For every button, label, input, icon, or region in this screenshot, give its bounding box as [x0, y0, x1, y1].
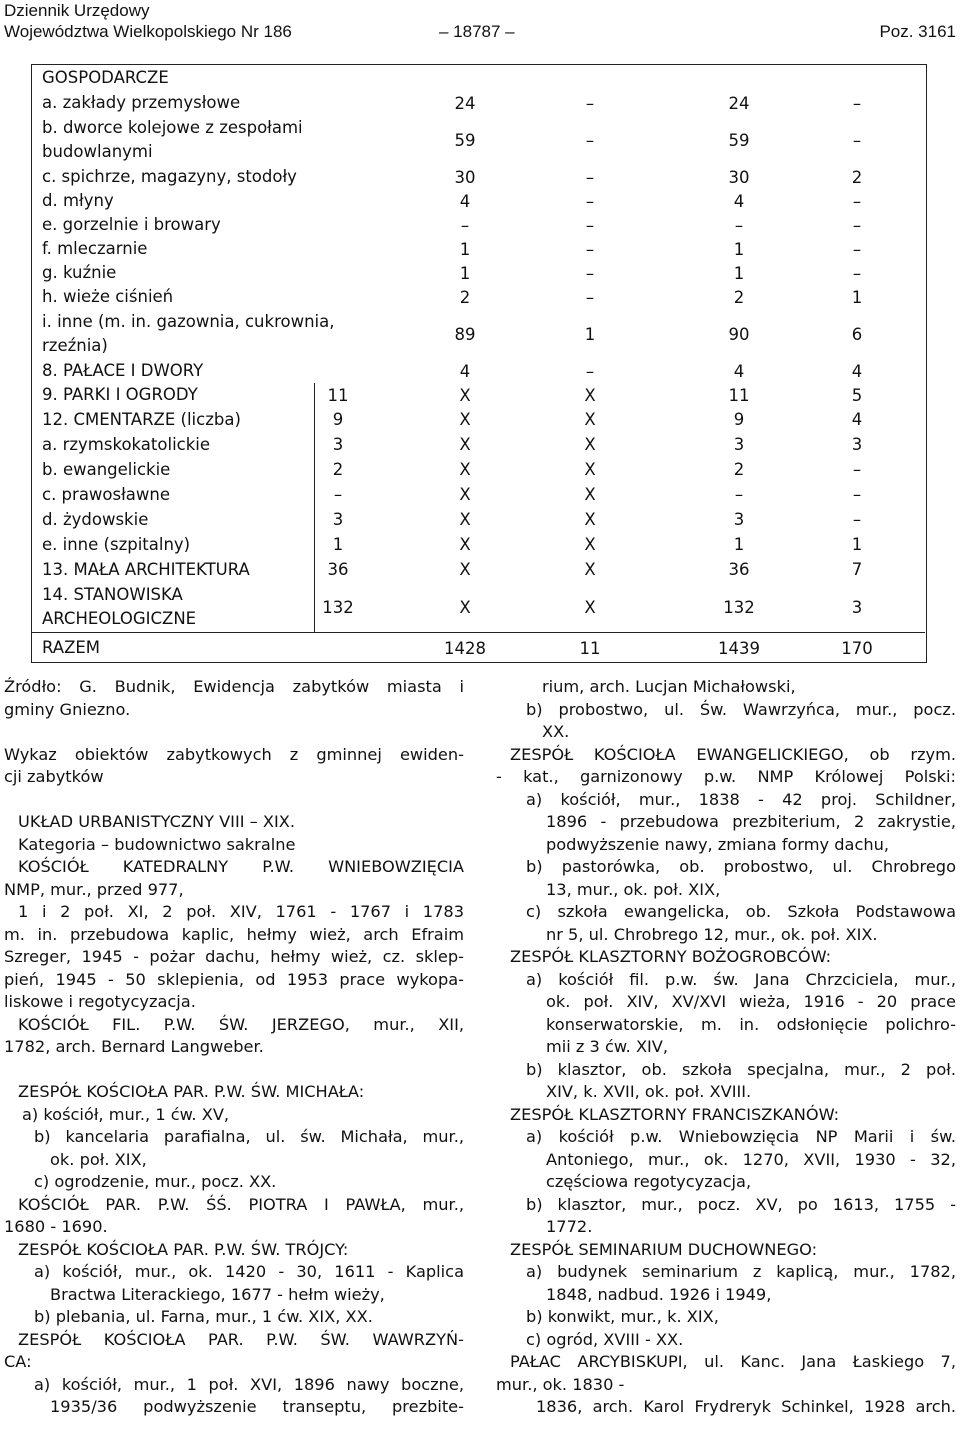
row-label-text: 9. PARKI I OGRODY: [42, 385, 198, 404]
cell-c5: –: [852, 93, 862, 113]
text-line: ZESPÓŁ KOŚCIOŁA PAR. P.W. ŚW. MICHAŁA:: [18, 1082, 365, 1101]
row-label-text: g. kuźnie: [42, 263, 117, 282]
text-line: 1836, arch. Karol Frydreryk Schinkel, 1928 arch.: [536, 1397, 956, 1416]
cell-c3: X: [584, 485, 596, 504]
text-line: KOŚCIÓŁ KATEDRALNY P.W. WNIEBOWZIĘCIA: [18, 857, 464, 876]
cell-c1: [283, 165, 393, 189]
cell-c2: X: [459, 385, 471, 405]
cell-c3: –: [585, 130, 595, 150]
text-line: Kategoria – budownictwo sakralne: [18, 834, 296, 854]
cell-c4: 90: [728, 324, 750, 344]
cell-c4: [684, 65, 794, 91]
cell-c2: 30: [454, 167, 476, 187]
cell-c3: X: [584, 535, 596, 554]
cell-c5: 170: [841, 638, 873, 658]
cell-c2: 4: [459, 191, 471, 211]
cell-c5: 6: [851, 324, 863, 344]
text-line: częściowa regotycyzacja,: [546, 1172, 752, 1191]
cell-c2: 1: [459, 263, 471, 283]
row-label: [42, 237, 147, 261]
row-label: [42, 359, 203, 383]
cell-c4: 3: [733, 435, 745, 454]
journal-subtitle: Województwa Wielkopolskiego Nr 186: [4, 22, 292, 41]
right-text-column: [496, 676, 956, 1419]
table-row: [32, 91, 925, 115]
cell-c1: 36: [327, 560, 349, 579]
cell-c4: –: [734, 215, 744, 235]
cell-c3: –: [585, 239, 595, 259]
text-line: a) kościół fil. p.w. św. Jana Chrzciciela, mur.,: [526, 969, 956, 989]
text-line: 1896 - przebudowa prezbiterium, 2 zakrystie,: [546, 812, 956, 831]
row-label: [42, 91, 240, 115]
cell-c4: 24: [728, 93, 750, 113]
row-label-text: b. dworce kolejowe z zespołami budowlanymi: [42, 118, 303, 161]
text-line: c) ogród, XVIII - XX.: [526, 1329, 684, 1349]
cell-c2: –: [460, 215, 470, 235]
row-label-text: RAZEM: [42, 638, 101, 657]
row-label: [42, 261, 116, 285]
left-text-column: [4, 676, 464, 1419]
text-line: b) klasztor, mur., pocz. XV, po 1613, 1755 -: [526, 1194, 956, 1214]
text-line: ZESPÓŁ KLASZTORNY FRANCISZKANÓW:: [510, 1104, 840, 1124]
text-line: ZESPÓŁ KOŚCIOŁA PAR. P.W. ŚW. WAWRZYŃ-: [18, 1329, 464, 1349]
cell-c2: 24: [454, 93, 476, 113]
text-line: konserwatorskie, m. in. odsłonięcie polichro-: [546, 1014, 956, 1034]
table-row: [32, 532, 925, 557]
cell-c1: [283, 359, 393, 383]
text-line: ZESPÓŁ KOŚCIOŁA EWANGELICKIEGO, ob rzym.: [510, 744, 956, 764]
cell-c5: 2: [851, 167, 863, 187]
text-line: PAŁAC ARCYBISKUPI, ul. Kanc. Jana Łaskiego 7,: [510, 1352, 956, 1371]
table-row: [32, 582, 925, 632]
row-label: [42, 532, 190, 557]
text-line: Szreger, 1945 - pożar dachu, hełmy wież, cz. sklep-: [4, 947, 464, 966]
text-line: 1935/36 podwyższenie transeptu, prezbite-: [50, 1397, 464, 1416]
cell-c3: X: [584, 460, 596, 479]
cell-c5: –: [852, 215, 862, 235]
row-label: [42, 65, 169, 91]
text-line: c) szkoła ewangelicka, ob. Szkoła Podstawowa: [526, 902, 956, 921]
cell-c1: 11: [327, 385, 349, 405]
text-line: b) klasztor, ob. szkoła specjalna, mur., 2 poł.: [526, 1059, 956, 1079]
text-line: KOŚCIÓŁ FIL. P.W. ŚW. JERZEGO, mur., XII,: [18, 1014, 464, 1034]
text-line: 1848, nadbud. 1926 i 1949,: [546, 1284, 772, 1304]
table-row: [32, 165, 925, 189]
cell-c4: 2: [733, 460, 745, 479]
spacer: [4, 789, 464, 812]
cell-c2: X: [459, 435, 471, 454]
cell-c1: 1: [332, 535, 344, 554]
cell-c1: [283, 309, 393, 359]
text-line: ok. poł. XIX,: [50, 1149, 147, 1169]
text-line: ZESPÓŁ SEMINARIUM DUCHOWNEGO:: [510, 1239, 818, 1259]
text-line: 1 i 2 poł. XI, 2 poł. XIV, 1761 - 1767 i 1783: [18, 902, 464, 921]
row-label-text: i. inne (m. in. gazownia, cukrownia, rzeźnia): [42, 312, 335, 355]
spacer: [4, 721, 464, 744]
cell-c4: –: [734, 485, 744, 504]
cell-c3: –: [585, 215, 595, 235]
table-row: [32, 359, 925, 383]
cell-c2: 1428: [444, 638, 486, 658]
table-row: [32, 261, 925, 285]
cell-c4: 36: [728, 560, 750, 579]
text-line: a) kościół, mur., 1838 - 42 proj. Schildner,: [526, 789, 956, 809]
text-line: rium, arch. Lucjan Michałowski,: [542, 677, 796, 696]
text-line: c) ogrodzenie, mur., pocz. XX.: [34, 1172, 277, 1191]
cell-c1: [283, 189, 393, 213]
row-label-text: d. młyny: [42, 191, 114, 210]
row-label-text: c. spichrze, magazyny, stodoły: [42, 167, 297, 186]
table-row: [32, 65, 925, 91]
cell-c3: –: [585, 263, 595, 283]
cell-c3: X: [584, 510, 596, 529]
text-line: mii z 3 ćw. XIV,: [546, 1037, 669, 1056]
row-label-text: c. prawosławne: [42, 484, 171, 504]
cell-c3: 11: [579, 638, 601, 658]
text-line: a) kościół, mur., 1 ćw. XV,: [22, 1104, 230, 1124]
cell-c3: X: [584, 597, 596, 617]
cell-c5: –: [852, 460, 862, 479]
row-label: [42, 285, 173, 309]
row-label-text: 8. PAŁACE I DWORY: [42, 361, 204, 380]
journal-title: Dziennik Urzędowy: [4, 1, 150, 20]
row-label-text: a. zakłady przemysłowe: [42, 93, 241, 112]
cell-c2: X: [459, 535, 471, 554]
cell-c5: 1: [851, 287, 863, 307]
text-line: XIV, k. XVII, ok. poł. XVIII.: [546, 1082, 752, 1101]
text-line: 1772.: [546, 1217, 593, 1236]
table-row: [32, 213, 925, 237]
text-line: 13, mur., ok. poł. XIX,: [546, 879, 721, 899]
row-label-text: e. inne (szpitalny): [42, 534, 191, 554]
table-row: [32, 407, 925, 432]
row-label: [42, 432, 210, 457]
table-row: [32, 482, 925, 507]
cell-c4: 9: [733, 410, 745, 429]
cell-c5: 3: [851, 597, 863, 617]
cell-c5: 3: [851, 435, 863, 454]
cell-c3: –: [585, 93, 595, 113]
cell-c5: 1: [851, 535, 863, 554]
cell-c1: 3: [332, 510, 344, 529]
cell-c1: 2: [332, 460, 344, 479]
table-row: [32, 189, 925, 213]
text-line: Wykaz obiektów zabytkowych z gminnej ewiden-: [4, 744, 464, 764]
text-line: b) kancelaria parafialna, ul. św. Michała, mur.,: [34, 1127, 464, 1146]
cell-c2: 1: [459, 239, 471, 259]
text-line: a) kościół, mur., ok. 1420 - 30, 1611 - Kaplica: [34, 1262, 464, 1281]
monuments-table: [31, 64, 927, 663]
table-row: [32, 557, 925, 582]
cell-c3: –: [585, 361, 595, 381]
cell-c2: X: [459, 560, 471, 579]
cell-c1: [283, 285, 393, 309]
cell-c1: –: [333, 485, 343, 504]
cell-c5: –: [852, 263, 862, 283]
cell-c1: [283, 237, 393, 261]
row-label: [42, 507, 148, 532]
table-row: [32, 383, 925, 407]
cell-c4: 1: [733, 239, 745, 259]
text-line: a) kościół, mur., 1 poł. XVI, 1896 nawy boczne,: [34, 1374, 464, 1394]
cell-c5: 4: [851, 361, 863, 381]
cell-c5: –: [852, 239, 862, 259]
row-label-text: 14. STANOWISKA ARCHEOLOGICZNE: [42, 585, 197, 628]
table-row: [32, 237, 925, 261]
cell-c2: X: [459, 510, 471, 529]
row-label-text: e. gorzelnie i browary: [42, 215, 221, 234]
cell-c3: X: [584, 410, 596, 429]
row-label-text: 13. MAŁA ARCHITEKTURA: [42, 559, 250, 579]
text-line: nr 5, ul. Chrobrego 12, mur., ok. poł. XIX.: [546, 924, 878, 944]
cell-c3: –: [585, 167, 595, 187]
cell-c1: 9: [332, 410, 344, 429]
cell-c4: 1439: [718, 638, 760, 658]
table-row: [32, 507, 925, 532]
cell-c1: [283, 91, 393, 115]
row-label: [42, 165, 297, 189]
page-number: – 18787 –: [439, 22, 515, 41]
text-line: ZESPÓŁ KOŚCIOŁA PAR. P.W. ŚW. TRÓJCY:: [18, 1239, 349, 1259]
cell-c1: [283, 213, 393, 237]
text-line: a) kościół p.w. Wniebowzięcia NP Marii i św.: [526, 1127, 956, 1146]
row-label: [42, 482, 170, 507]
row-label-text: 12. CMENTARZE (liczba): [42, 409, 241, 429]
cell-c5: 4: [851, 410, 863, 429]
table-row: [32, 309, 925, 359]
text-line: podwyższenie nawy, zmiana formy dachu,: [546, 834, 890, 854]
cell-c5: –: [852, 130, 862, 150]
cell-c3: X: [584, 435, 596, 454]
cell-c2: X: [459, 597, 471, 617]
text-line: b) plebania, ul. Farna, mur., 1 ćw. XIX, XX.: [34, 1307, 373, 1326]
cell-c3: –: [585, 287, 595, 307]
text-line: NMP, mur., przed 977,: [4, 879, 184, 899]
cell-c3: –: [585, 191, 595, 211]
cell-c2: [410, 65, 520, 91]
row-label-text: a. rzymskokatolickie: [42, 434, 211, 454]
table-row: [32, 432, 925, 457]
table-row: [32, 632, 925, 663]
cell-c4: 1: [733, 535, 745, 554]
cell-c1: 132: [322, 597, 354, 617]
text-line: liskowe i regotycyzacja.: [4, 992, 196, 1011]
cell-c5: –: [852, 485, 862, 504]
cell-c2: 2: [459, 287, 471, 307]
text-line: pień, 1945 - 50 sklepienia, od 1953 prace wykopa-: [4, 969, 464, 989]
row-label-text: d. żydowskie: [42, 509, 149, 529]
cell-c5: 5: [851, 385, 863, 405]
cell-c5: 7: [851, 560, 863, 579]
cell-c3: [535, 65, 645, 91]
cell-c3: X: [584, 560, 596, 579]
text-line: a) budynek seminarium z kaplicą, mur., 1782,: [526, 1262, 956, 1281]
cell-c2: 4: [459, 361, 471, 381]
table-row: [32, 285, 925, 309]
row-label: [42, 213, 221, 237]
cell-c1: [283, 261, 393, 285]
row-label: [42, 582, 196, 632]
cell-c5: –: [852, 510, 862, 529]
cell-c3: 1: [584, 324, 596, 344]
cell-c1: [283, 65, 393, 91]
text-line: cji zabytków: [4, 767, 104, 786]
text-line: Antoniego, mur., ok. 1270, XVII, 1930 - 32,: [546, 1149, 956, 1169]
cell-c1: [283, 633, 393, 663]
cell-c5: –: [852, 191, 862, 211]
cell-c4: 132: [723, 597, 755, 617]
table-row: [32, 115, 925, 165]
table-row: [32, 457, 925, 482]
cell-c3: X: [584, 385, 596, 405]
text-line: CA:: [4, 1352, 32, 1371]
row-label: [42, 383, 198, 407]
row-label-text: b. ewangelickie: [42, 459, 171, 479]
text-line: b) probostwo, ul. Św. Wawrzyńca, mur., pocz.: [526, 699, 956, 719]
text-line: Źródło: G. Budnik, Ewidencja zabytków miasta i: [4, 677, 464, 696]
cell-c4: 1: [733, 263, 745, 283]
cell-c2: X: [459, 485, 471, 504]
row-label: [42, 407, 241, 432]
cell-c2: 59: [454, 130, 476, 150]
text-line: b) konwikt, mur., k. XIX,: [526, 1307, 719, 1326]
cell-c4: 59: [728, 130, 750, 150]
text-line: XX.: [542, 722, 570, 741]
cell-c4: 30: [728, 167, 750, 187]
cell-c2: 89: [454, 324, 476, 344]
text-line: mur., ok. 1830 -: [496, 1374, 625, 1394]
text-line: b) pastorówka, ob. probostwo, ul. Chrobrego: [526, 857, 956, 876]
text-line: ZESPÓŁ KLASZTORNY BOŻOGROBCÓW:: [510, 947, 832, 966]
cell-c4: 4: [733, 191, 745, 211]
cell-c4: 11: [728, 385, 750, 405]
text-line: Bractwa Literackiego, 1677 - hełm wieży,: [50, 1284, 385, 1304]
cell-c1: [283, 115, 393, 165]
row-label-text: f. mleczarnie: [42, 239, 148, 258]
text-line: KOŚCIÓŁ PAR. P.W. ŚŚ. PIOTRA I PAWŁA, mur.,: [18, 1194, 464, 1214]
cell-c2: X: [459, 460, 471, 479]
text-line: m. in. przebudowa kaplic, hełmy wież, arch Efraim: [4, 924, 464, 944]
cell-c2: X: [459, 410, 471, 429]
row-label: [42, 457, 170, 482]
spacer: [4, 1059, 464, 1082]
row-label-text: GOSPODARCZE: [42, 68, 169, 87]
text-line: 1782, arch. Bernard Langweber.: [4, 1037, 264, 1056]
cell-c4: 4: [733, 361, 745, 381]
row-label-text: h. wieże ciśnień: [42, 287, 174, 306]
text-line: - kat., garnizonowy p.w. NMP Królowej Polski:: [496, 767, 956, 786]
row-label: [42, 115, 303, 165]
row-label: [42, 189, 114, 213]
row-label: [42, 633, 100, 663]
text-line: gminy Gniezno.: [4, 699, 131, 719]
text-line: 1680 - 1690.: [4, 1217, 108, 1236]
cell-c5: [802, 65, 912, 91]
text-line: ok. poł. XIV, XV/XVI wieża, 1916 - 20 prace: [546, 992, 956, 1011]
cell-c4: 2: [733, 287, 745, 307]
cell-c4: 3: [733, 510, 745, 529]
cell-c1: 3: [332, 435, 344, 454]
text-line: UKŁAD URBANISTYCZNY VIII – XIX.: [18, 812, 295, 831]
position-number: Poz. 3161: [879, 22, 956, 41]
row-label: [42, 557, 250, 582]
